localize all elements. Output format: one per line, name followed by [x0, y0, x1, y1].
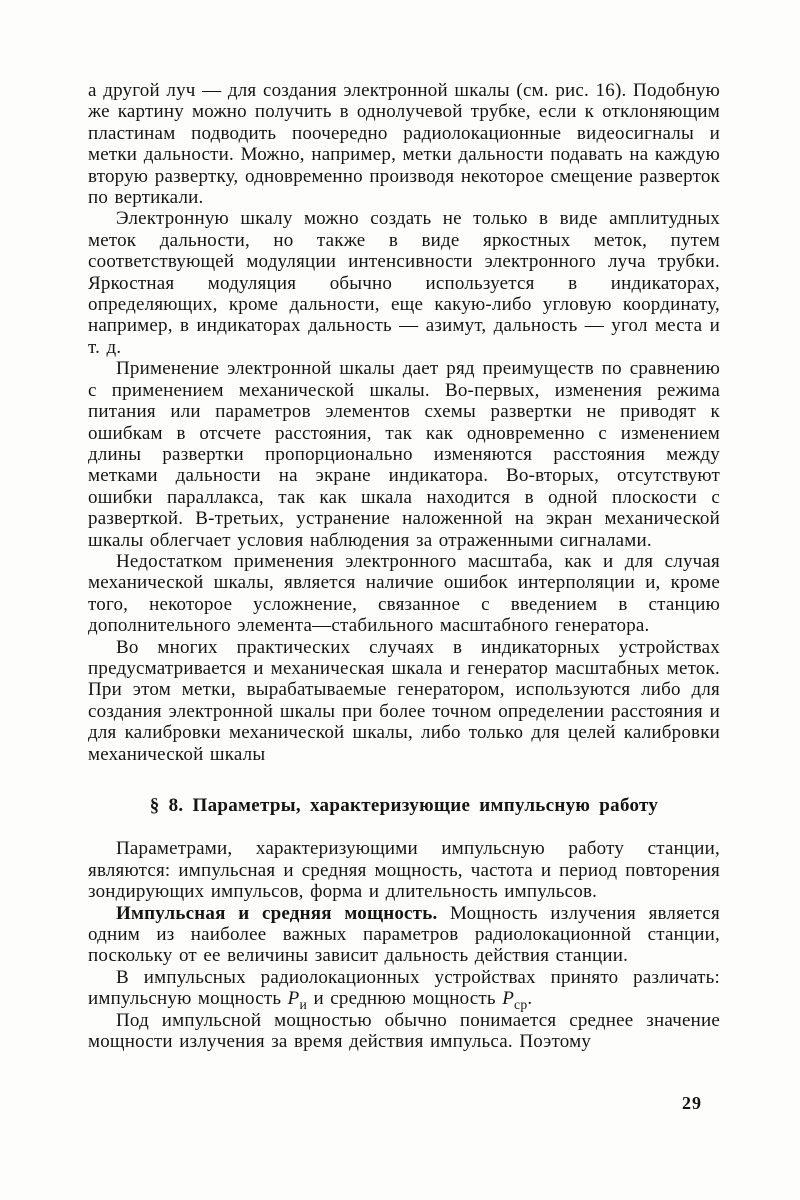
bold-run: Импульсная и средняя мощность. — [116, 902, 438, 924]
text-run: Применение электронной шкалы дает ряд преимуществ по сравнению с применением механической шкалы. Во-первых, изменения режима питания или параметров элементов схемы развертки не приводят к ошибкам в отсчете расстояния, так как одновременно с изменением длины развертки пропорционально изменяются расстояния между метками дальности на экране индикатора. Во-вторых, отсутствуют ошибки параллакса, так как шкала находится в одной плоскости с разверткой. В-третьих, устранение наложенной на экран механической шкалы облегчает условия наблюдения за отраженными сигналами. — [88, 358, 720, 551]
paragraph — [88, 903, 720, 967]
paragraph — [88, 358, 720, 551]
paragraph — [88, 80, 720, 208]
text-run: Недостатком применения электронного масштаба, как и для случая механической шкалы, является наличие ошибок интерполяции и, кроме того, некоторое усложнение, связанное с введением в станцию дополнительного элемента—стабильного масштабного генератора. — [88, 550, 720, 637]
paragraph — [88, 966, 720, 1013]
paragraph — [88, 208, 720, 358]
text-run: . — [527, 988, 533, 1010]
text-run: Мощность излучения является одним из наиболее важных параметров радиолокационной станции, поскольку от ее величины зависит дальность действия станции. — [88, 902, 720, 967]
paragraph — [88, 1010, 720, 1053]
text-column — [88, 80, 720, 1052]
text-run: Электронную шкалу можно создать не только в виде амплитудных меток дальности, но также в виде яркостных меток, путем соответствующей модуляции интенсивности электронного луча трубки. Яркостная модуляция обычно используется в индикаторах, определяющих, кроме дальности, еще какую-либо угловую координату, например, в индикаторах дальность — азимут, дальность — угол места и т. д. — [88, 208, 720, 358]
text-run: Под импульсной мощностью обычно понимается среднее значение мощности излучения за время действия импульса. Поэтому — [88, 1009, 720, 1053]
text-run: а другой луч — для создания электронной шкалы (см. рис. 16). Подобную же картину можно получить в однолучевой трубке, если к отклоняющим пластинам подводить поочередно радиолокационные видеосигналы и метки дальности. Можно, например, метки дальности подавать на каждую вторую развертку, одновременно производя некоторое смещение разверток по вертикали. — [88, 80, 720, 209]
paragraph — [88, 637, 720, 765]
subscript-run: и — [299, 997, 308, 1013]
text-run: P — [287, 988, 300, 1010]
section-heading: § 8. Параметры, характеризующие импульсную работу — [149, 795, 659, 816]
text-run: Во многих практических случаях в индикаторных устройствах предусматривается и механическая шкала и генератор масштабных меток. При этом метки, вырабатываемые генератором, используются либо для создания электронной шкалы при более точном определении расстояния и для калибровки механической шкалы, либо только для целей калибровки механической шкалы — [88, 636, 720, 765]
paragraph — [88, 838, 720, 902]
text-run: P — [502, 988, 515, 1010]
paragraph — [88, 551, 720, 637]
pre-heading-text — [88, 80, 720, 765]
text-run: и среднюю мощность — [307, 988, 503, 1010]
text-run: В импульсных радиолокационных устройствах принято различать: импульсную мощность — [88, 966, 720, 1010]
page-number: 29 — [682, 1093, 702, 1113]
subscript-run: ср — [514, 997, 528, 1013]
text-run: Параметрами, характеризующими импульсную работу станции, являются: импульсная и средняя мощность, частота и период повторения зондирующих импульсов, форма и длительность импульсов. — [88, 838, 720, 903]
post-heading-text — [88, 838, 720, 1052]
